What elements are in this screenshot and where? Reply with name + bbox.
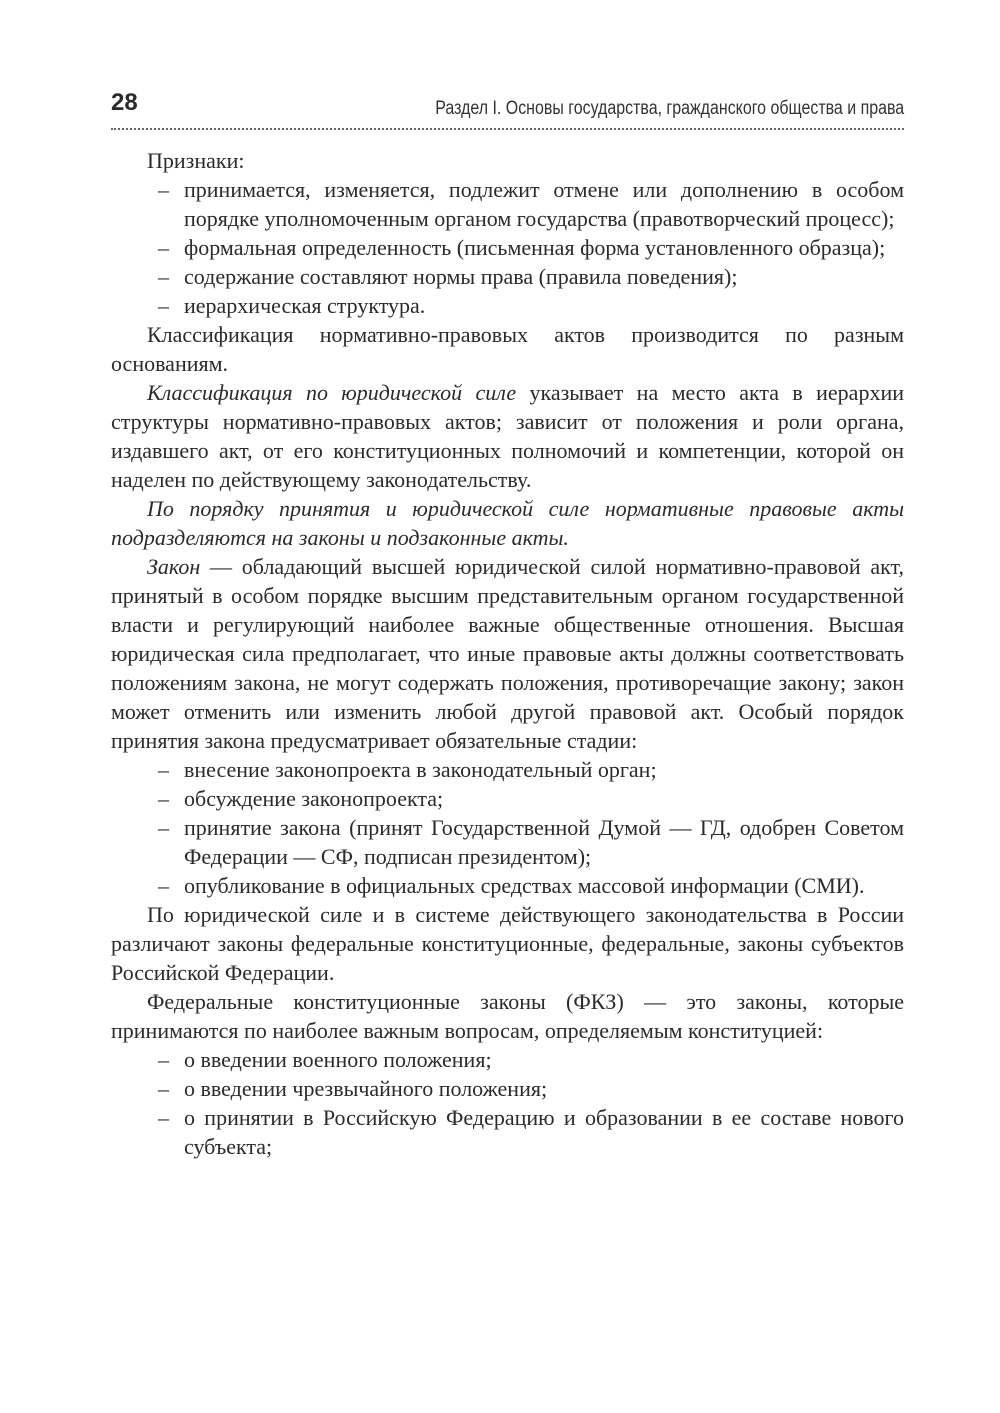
adoption-order-paragraph: По порядку принятия и юридической силе нормативные правовые акты подразделяются на законы и подзаконные акты. [111,496,904,550]
list-item: – о введении военного положения; [111,1045,904,1074]
legal-force-paragraph [111,378,904,494]
list-item: – обсуждение законопроекта; [111,784,904,813]
page-number: 28 [111,89,138,116]
running-header: Раздел I. Основы государства, гражданского общества и права [435,98,904,119]
list-item: – внесение законопроекта в законодательный орган; [111,755,904,784]
list-item: – формальная определенность (письменная форма установленного образца); [111,233,904,262]
law-definition-text: — обладающий высшей юридической силой нормативно-правовой акт, принятый в особом порядке высшим представительным органом государственной власти и регулирующий наиболее важные общественные отношения. Высшая юридическая сила предполагает, что иные правовые акты должны соответствовать положениям закона, не могут содержать положения, противоречащие закону; закон может отменить или изменить любой другой правовой акт. Особый порядок принятия закона предусматривает обязательные стадии: [111,554,904,753]
russia-laws-paragraph: По юридической силе и в системе действующего законодательства в России различают законы федеральные конституционные, федеральные, законы субъектов Российской Федерации. [111,902,904,985]
law-definition-paragraph [111,552,904,755]
legal-force-text: указывает на место акта в иерархии структуры нормативно-правовых актов; зависит от положения и роли органа, издавшего акт, от его конституционных полномочий и компетенции, которой он наделен по действующему законодательству. [111,380,904,492]
signs-intro: Признаки: [147,148,245,173]
list-item: – принимается, изменяется, подлежит отмене или дополнению в особом порядке уполномоченным органом государства (правотворческий процесс); [111,175,904,233]
fkz-paragraph: Федеральные конституционные законы (ФКЗ) — это законы, которые принимаются по наиболее важным вопросам, определяемым конституцией: [111,989,904,1043]
list-item: – о принятии в Российскую Федерацию и образовании в ее составе нового субъекта; [111,1103,904,1161]
law-term: Закон [147,554,201,579]
fkz-list [111,1045,904,1161]
list-item: – иерархическая структура. [111,291,904,320]
classification-paragraph: Классификация нормативно-правовых актов производится по разным основаниям. [111,322,904,376]
header-divider [111,128,904,130]
stages-list [111,755,904,900]
legal-force-term: Классификация по юридической силе [147,380,517,405]
text-body [111,146,904,1161]
list-item: – принятие закона (принят Государственной Думой — ГД, одобрен Советом Федерации — СФ, подписан президентом); [111,813,904,871]
list-item: – опубликование в официальных средствах массовой информации (СМИ). [111,871,904,900]
list-item: – содержание составляют нормы права (правила поведения); [111,262,904,291]
signs-list [111,175,904,320]
list-item: – о введении чрезвычайного положения; [111,1074,904,1103]
